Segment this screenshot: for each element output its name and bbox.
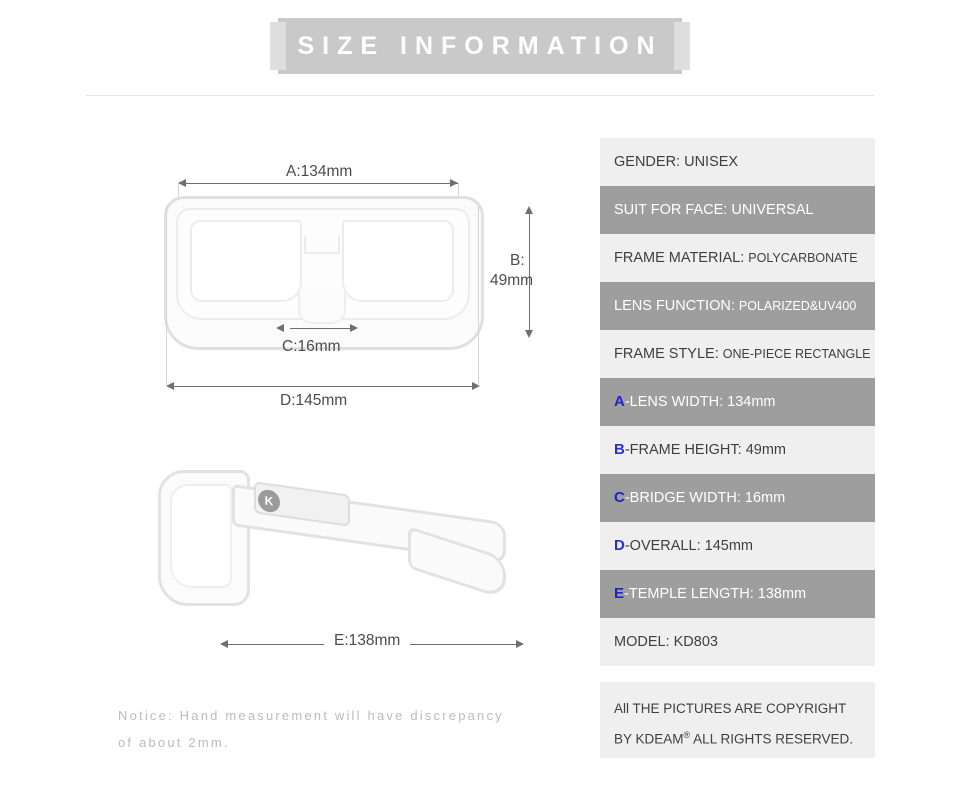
guide-d-right — [478, 206, 479, 386]
spec-key: FRAME STYLE: — [614, 346, 719, 362]
spec-key: -TEMPLE LENGTH: — [624, 586, 754, 602]
dimension-label-e: E:138mm — [324, 632, 410, 650]
registered-mark: ® — [683, 730, 691, 740]
spec-value: UNISEX — [684, 154, 739, 170]
glasses-side-view — [158, 470, 518, 620]
spec-value: 49mm — [745, 442, 786, 458]
glasses-front-view — [164, 196, 478, 344]
spec-value: ONE-PIECE RECTANGLE — [722, 347, 871, 361]
spec-value: 134mm — [727, 394, 776, 410]
spec-key: GENDER: — [614, 154, 681, 170]
spec-value: UNIVERSAL — [731, 202, 814, 218]
table-row — [600, 234, 875, 282]
dimension-marker-e: E — [614, 585, 625, 602]
notice-line-1: Notice: Hand measurement will have discrepancy — [118, 708, 504, 723]
table-row — [600, 330, 875, 378]
lens-left — [190, 220, 302, 302]
spec-value: 138mm — [757, 586, 807, 602]
arrow-right-e — [516, 640, 524, 648]
dimension-label-c: C:16mm — [282, 338, 341, 355]
guide-d-left — [166, 206, 167, 386]
spec-table — [600, 138, 875, 666]
measurement-notice — [118, 702, 598, 756]
brand-logo-icon — [258, 488, 280, 513]
spec-key: -LENS WIDTH: — [624, 394, 724, 410]
dimension-marker-b: B — [614, 441, 625, 458]
dimension-marker-c: C — [614, 489, 625, 506]
spec-key: MODEL: — [614, 634, 670, 650]
table-row — [600, 282, 875, 330]
notice-line-2: of about 2mm. — [118, 735, 230, 750]
dimension-label-b-line2: 49mm — [490, 272, 534, 289]
table-row — [600, 186, 875, 234]
header-divider — [86, 95, 874, 96]
table-row — [600, 522, 875, 570]
table-row — [600, 474, 875, 522]
copyright-notice — [600, 682, 875, 758]
arrow-up-b — [525, 206, 533, 214]
dimension-label-d: D:145mm — [280, 392, 348, 409]
measure-line-a — [178, 183, 458, 184]
spec-value: POLARIZED&UV400 — [738, 299, 857, 313]
spec-key: -OVERALL: — [624, 538, 701, 554]
page-title: SIZE INFORMATION — [297, 32, 663, 60]
dimension-marker-a: A — [614, 393, 625, 410]
bridge — [304, 236, 340, 254]
spec-key: SUIT FOR FACE: — [614, 202, 728, 218]
arrow-down-b — [525, 330, 533, 338]
table-row — [600, 138, 875, 186]
spec-key: FRAME MATERIAL: — [614, 250, 745, 266]
copyright-brand: BY KDEAM — [614, 731, 684, 747]
copyright-line-2 — [614, 722, 875, 753]
copyright-line-1: All THE PICTURES ARE COPYRIGHT — [614, 701, 847, 716]
table-row — [600, 426, 875, 474]
arrow-left-c — [276, 324, 284, 332]
spec-value: 16mm — [744, 490, 786, 506]
spec-value: 145mm — [704, 538, 753, 554]
measure-line-d — [172, 386, 478, 387]
spec-key: -BRIDGE WIDTH: — [624, 490, 741, 506]
arrow-left-a — [178, 179, 186, 187]
dimension-label-b-line1: B: — [510, 252, 525, 269]
spec-key: LENS FUNCTION: — [614, 298, 735, 314]
side-lens-outline — [170, 484, 232, 588]
spec-value: KD803 — [673, 634, 718, 650]
measure-line-c — [290, 328, 350, 329]
lens-right — [342, 220, 454, 302]
table-row — [600, 618, 875, 666]
diagram-panel — [86, 120, 586, 770]
table-row — [600, 378, 875, 426]
page-header — [0, 0, 960, 96]
nose-piece — [298, 288, 346, 324]
copyright-rights: ALL RIGHTS RESERVED. — [690, 731, 853, 747]
table-row — [600, 570, 875, 618]
dimension-marker-d: D — [614, 537, 625, 554]
arrow-right-c — [350, 324, 358, 332]
title-banner — [278, 18, 682, 74]
arrow-right-a — [450, 179, 458, 187]
dimension-label-a: A:134mm — [286, 163, 353, 180]
spec-key: -FRAME HEIGHT: — [624, 442, 742, 458]
spec-value: POLYCARBONATE — [748, 251, 858, 265]
arrow-left-d — [166, 382, 174, 390]
arrow-left-e — [220, 640, 228, 648]
